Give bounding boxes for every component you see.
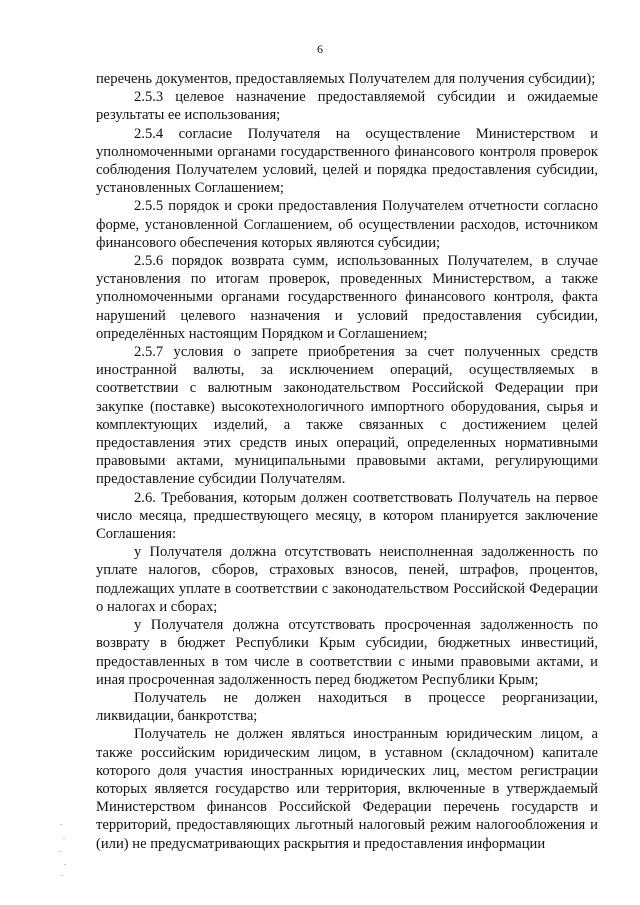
requirement-not-foreign-entity: Получатель не должен являться иностранным юридическим лицом, а также российским юридическим лицом, в уставном (складочном) капитале которого доля участия иностранных юридических лиц, местом регистрации которых является государство или территория, включенные в утверждаемый Министерством финансов Российской Федерации перечень государств и территорий, предоставляющих льготный налоговый режим налогообложения и (или) не предусматривающих раскрытия и предоставления информации: [96, 726, 598, 852]
scan-artifact: [58, 820, 68, 880]
requirement-no-reorganization: Получатель не должен находиться в процессе реорганизации, ликвидации, банкротства;: [96, 689, 598, 725]
paragraph-2-5-6: 2.5.6 порядок возврата сумм, использованных Получателем, в случае установления по итогам проверок, проведенных Министерством, а также уполномоченными органами государственного финансового контроля, факта нарушений целевого назначения и условий предоставления субсидии, определённых настоящим Порядком и Соглашением;: [96, 253, 598, 342]
requirement-no-budget-debt: у Получателя должна отсутствовать просроченная задолженность по возврату в бюджет Республики Крым субсидии, бюджетных инвестиций, предоставленных в том числе в соответствии с иными правовыми актами, и иная просроченная задолженность перед бюджетом Республики Крым;: [96, 617, 598, 688]
paragraph-2-5-7: 2.5.7 условия о запрете приобретения за счет полученных средств иностранной валюты, за исключением операций, осуществляемых в соответствии с валютным законодательством Российской Федерации при закупке (поставке) высокотехнологичного импортного оборудования, сырья и комплектующих изделий, а также связанных с достижением целей предоставления этих средств иных операций, определенных нормативными правовыми актами, муниципальными правовыми актами, регулирующими предоставление субсидии Получателям.: [96, 344, 598, 488]
paragraph-2-5-4: 2.5.4 согласие Получателя на осуществление Министерством и уполномоченными органами государственного финансового контроля проверок соблюдения Получателем условий, целей и порядка предоставления субсидии, установленных Соглашением;: [96, 125, 598, 197]
page-number: 6: [317, 42, 323, 56]
paragraph-2-6: 2.6. Требования, которым должен соответствовать Получатель на первое число месяца, предшествующего месяцу, в котором планируется заключение Соглашения:: [96, 489, 598, 543]
paragraph-2-5-3: 2.5.3 целевое назначение предоставляемой субсидии и ожидаемые результаты ее использования;: [96, 89, 598, 124]
requirement-no-tax-debt: у Получателя должна отсутствовать неисполненная задолженность по уплате налогов, сборов, страховых взносов, пеней, штрафов, процентов, подлежащих уплате в соответствии с законодательством Российской Федерации о налогах и сборах;: [96, 544, 598, 615]
paragraph-1: перечень документов, предоставляемых Получателем для получения субсидии);: [96, 71, 596, 87]
document-body: [96, 70, 598, 853]
paragraph-2-5-5: 2.5.5 порядок и сроки предоставления Получателем отчетности согласно форме, установленной Соглашением, об осуществлении расходов, источником финансового обеспечения которых являются субсидии;: [96, 198, 598, 251]
